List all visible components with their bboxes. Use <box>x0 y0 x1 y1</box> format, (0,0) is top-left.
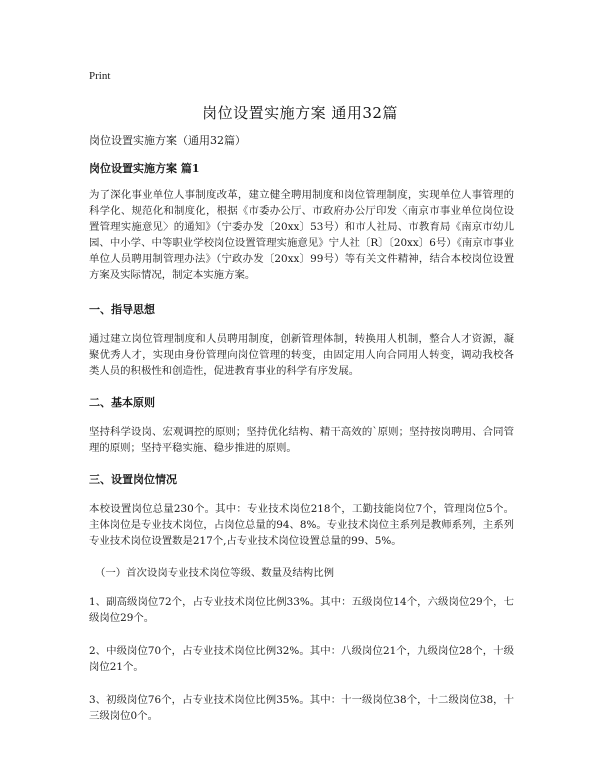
section-body-basic-principles: 坚持科学设岗、宏观调控的原则；坚持优化结构、精干高效的`原则；坚持按岗聘用、合同管理的原则；坚持平稳实施、稳步推进的原则。 <box>89 426 514 454</box>
section-heading-position-setup: 三、设置岗位情况 <box>89 473 177 486</box>
page-title: 岗位设置实施方案 通用32篇 <box>202 104 398 122</box>
list-item: 2、中级岗位70个，占专业技术岗位比例32%。其中：八级岗位21个，九级岗位28个，十级岗位21个。 <box>89 645 514 673</box>
section-heading-basic-principles: 二、基本原则 <box>89 396 155 409</box>
print-link[interactable]: Print <box>89 70 111 82</box>
subsection-heading: （一）首次设岗专业技术岗位等级、数量及结构比例 <box>95 567 334 579</box>
section-heading-guiding-ideology: 一、指导思想 <box>89 303 155 316</box>
article-heading: 岗位设置实施方案 篇1 <box>89 162 200 175</box>
section-body-position-setup: 本校设置岗位总量230个。其中：专业技术岗位218个，工勤技能岗位7个，管理岗位5个。主体岗位是专业技术岗位，占岗位总量的94、8%。专业技术岗位主系列是教师系列，主系列专业技术岗位设置数是217个,占专业技术岗位设置总量的99、5%。 <box>89 503 514 547</box>
section-body-guiding-ideology: 通过建立岗位管理制度和人员聘用制度，创新管理体制，转换用人机制，整合人才资源，凝聚优秀人才，实现由身份管理向岗位管理的转变，由固定用人向合同用人转变，调动我校各类人员的积极性和创造性，促进教育事业的科学有序发展。 <box>89 333 514 377</box>
list-item: 1、副高级岗位72个，占专业技术岗位比例33%。其中：五级岗位14个，六级岗位29个，七级岗位29个。 <box>89 596 514 624</box>
document-subtitle: 岗位设置实施方案（通用32篇） <box>89 134 246 147</box>
intro-paragraph: 为了深化事业单位人事制度改革，建立健全聘用制度和岗位管理制度，实现单位人事管理的科学化、规范化和制度化，根据《市委办公厅、市政府办公厅印发〈南京市事业单位岗位设置管理实施意见〉的通知》（宁委办发〔20xx〕53号）和市人社局、市教育局《南京市幼儿园、中小学、中等职业学校岗位设置管理实施意见》宁人社〔R〕〔20xx〕6号）《南京市事业单位人员聘用制管理办法》（宁政办发〔20xx〕99号）等有关文件精神，结合本校岗位设置方案及实际情况，制定本实施方案。 <box>89 189 514 281</box>
document-body <box>89 134 514 741</box>
list-item: 3、初级岗位76个，占专业技术岗位比例35%。其中：十一级岗位38个，十二级岗位38，十三级岗位0个。 <box>89 694 514 722</box>
